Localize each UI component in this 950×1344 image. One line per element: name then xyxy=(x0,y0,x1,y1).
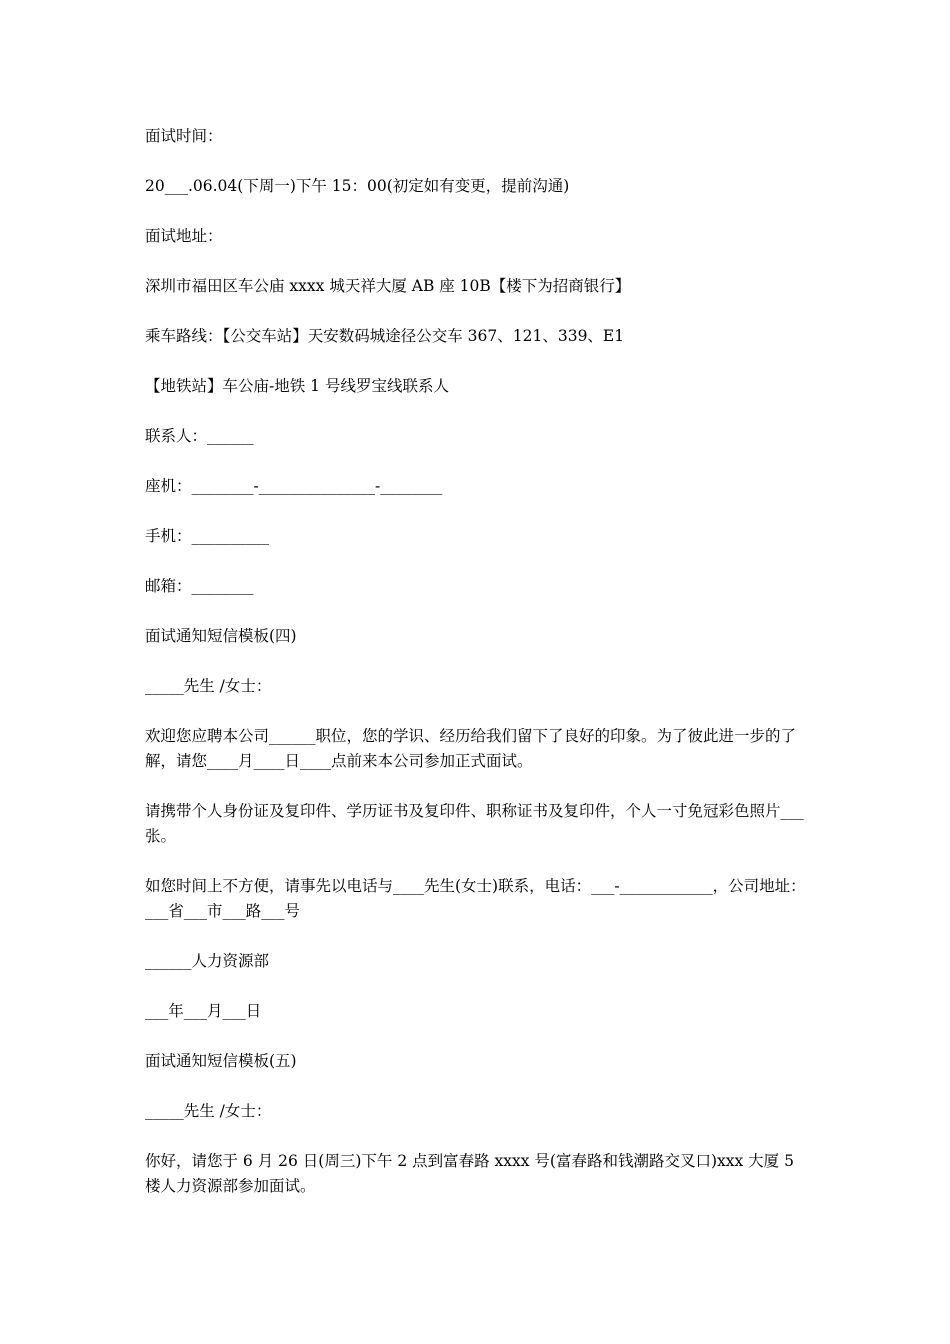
interview-time-label: 面试时间： xyxy=(145,127,223,145)
template-four-heading: 面试通知短信模板(四) xyxy=(145,627,297,645)
landline: 座机：________-_______________-________ xyxy=(145,477,443,495)
template-five-salutation: _____先生 /女士： xyxy=(145,1102,272,1120)
template-four-body-2: 请携带个人身份证及复印件、学历证书及复印件、职称证书及复印件，个人一寸免冠彩色照片___张。 xyxy=(145,802,804,845)
template-five-body: 你好，请您于 6 月 26 日(周三)下午 2 点到富春路 xxxx 号(富春路和钱潮路交叉口)xxx 大厦 5 楼人力资源部参加面试。 xyxy=(145,1152,794,1195)
email: 邮箱：________ xyxy=(145,577,254,595)
template-four-salutation: _____先生 /女士： xyxy=(145,677,272,695)
template-five-heading: 面试通知短信模板(五) xyxy=(145,1052,297,1070)
template-four-body-3: 如您时间上不方便，请事先以电话与____先生(女士)联系，电话：___-____________，公司地址：___省___市___路___号 xyxy=(145,877,806,920)
interview-address-value: 深圳市福田区车公庙 xxxx 城天祥大厦 AB 座 10B【楼下为招商银行】 xyxy=(145,277,631,295)
interview-time-value: 20___.06.04(下周一)下午 15：00(初定如有变更，提前沟通) xyxy=(145,177,570,195)
template-four-signature: ______人力资源部 xyxy=(145,952,270,970)
document-body xyxy=(145,124,810,1224)
metro-route: 【地铁站】车公庙-地铁 1 号线罗宝线联系人 xyxy=(145,377,449,395)
contact-person: 联系人：______ xyxy=(145,427,254,445)
interview-address-label: 面试地址： xyxy=(145,227,223,245)
bus-route: 乘车路线：【公交车站】天安数码城途径公交车 367、121、339、E1 xyxy=(145,327,625,345)
template-four-body-1: 欢迎您应聘本公司______职位，您的学识、经历给我们留下了良好的印象。为了彼此进一步的了解，请您____月____日____点前来本公司参加正式面试。 xyxy=(145,727,797,770)
template-four-date: ___年___月___日 xyxy=(145,1002,262,1020)
mobile: 手机：__________ xyxy=(145,527,270,545)
